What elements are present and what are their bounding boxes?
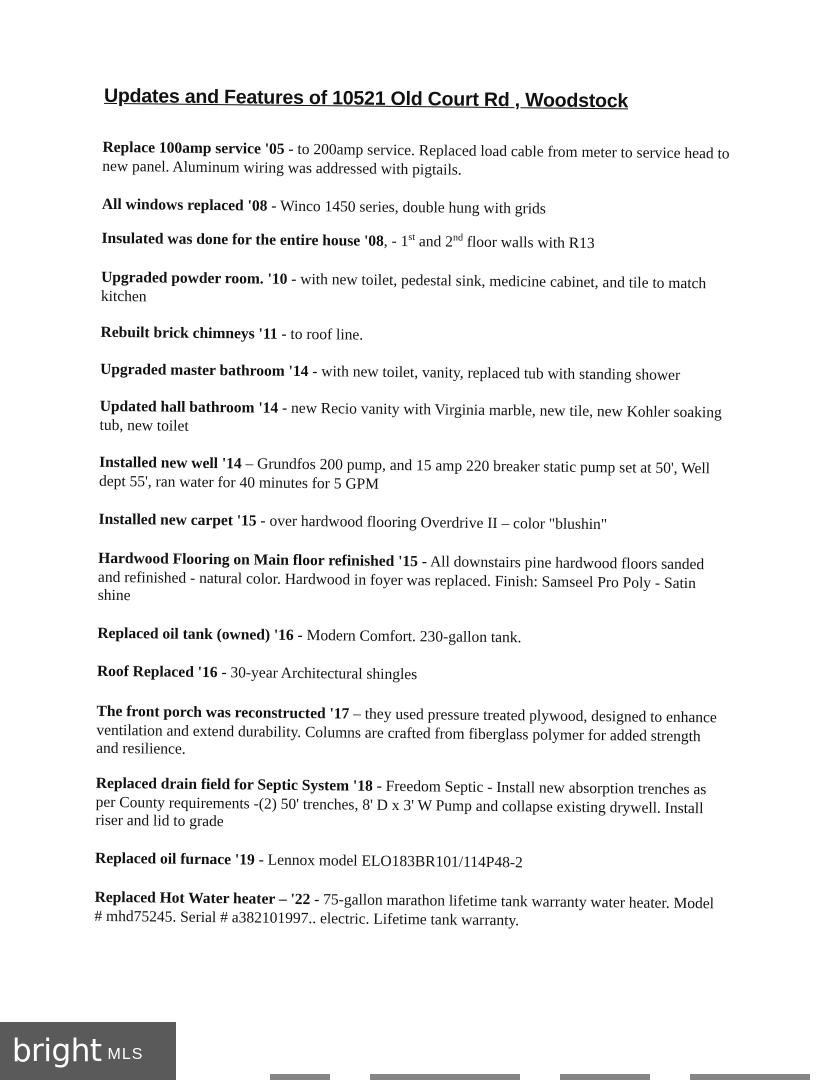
item-heading: Replaced oil furnace '19 - — [94, 849, 264, 869]
superscript-st: st — [408, 231, 416, 244]
item-heading: Roof Replaced '16 - — [96, 662, 227, 682]
update-item-furnace — [95, 850, 725, 875]
item-description: Lennox model ELO183BR101/114P48-2 — [263, 851, 523, 872]
item-description: new Recio vanity with Virginia marble, new tile, new Kohler soaking tub, new toilet — [99, 399, 722, 435]
item-description: , - 1 — [383, 232, 409, 251]
watermark-brand: bright — [12, 1033, 102, 1069]
item-heading: Installed new well '14 — [99, 453, 242, 473]
item-heading: Replaced oil tank (owned) '16 - — [97, 624, 303, 645]
item-heading: Installed new carpet '15 - — [98, 510, 266, 530]
update-item-hall-bath — [99, 398, 729, 442]
update-item-oil-tank — [97, 625, 727, 650]
update-item-windows — [102, 196, 732, 221]
scan-artifact — [370, 1074, 520, 1080]
item-description: – they used pressure treated plywood, designed to enhance ventilation and extend durability. Columns are crafted from fiberglass polymer for added strength and resilience. — [96, 705, 717, 758]
bright-mls-watermark — [0, 1022, 176, 1080]
item-description: and 2 — [414, 233, 454, 251]
item-description: floor walls with R13 — [462, 233, 595, 253]
update-item-powder-room — [101, 269, 731, 313]
item-description: All downstairs pine hardwood floors sanded and refinished - natural color. Hardwood in foyer was replaced. Finish: Samseel Pro Poly - Satin shine — [97, 553, 705, 605]
update-item-master-bath — [100, 361, 730, 386]
scan-artifact — [560, 1074, 650, 1080]
item-heading: Replaced drain field for Septic System '18 - — [95, 774, 382, 795]
item-heading: All windows replaced '08 - — [101, 195, 277, 215]
item-description: with new toilet, pedestal sink, medicine cabinet, and tile to match kitchen — [100, 270, 707, 305]
update-item-well — [99, 454, 729, 498]
item-description: to roof line. — [286, 325, 364, 344]
watermark-mls: MLS — [107, 1046, 144, 1063]
item-heading: Replaced Hot Water heater – '22 - — [94, 888, 320, 909]
item-description: Freedom Septic - Install new absorption trenches as per County requirements -(2) 50' trenches, 8' D x 3' W Pump and collapse existing drywell. Install riser and lid to grade — [95, 777, 707, 831]
item-heading: Updated hall bathroom '14 - — [99, 397, 288, 417]
update-item-chimneys — [100, 324, 730, 349]
item-heading: Rebuilt brick chimneys '11 - — [100, 323, 287, 343]
item-description: with new toilet, vanity, replaced tub with standing shower — [317, 363, 681, 384]
update-item-roof — [97, 663, 727, 688]
item-heading: The front porch was reconstructed '17 — [96, 702, 350, 723]
item-description: 30-year Architectural shingles — [226, 664, 418, 684]
update-item-porch — [96, 703, 727, 765]
item-heading: Replace 100amp service '05 - — [102, 138, 294, 158]
document-title: Updates and Features of 10521 Old Court Rd , Woodstock — [103, 84, 629, 113]
scan-artifact — [690, 1074, 810, 1080]
item-heading: Upgraded powder room. '10 - — [101, 268, 297, 288]
item-heading: Upgraded master bathroom '14 - — [100, 360, 318, 381]
item-heading: Insulated was done for the entire house '08 — [101, 229, 384, 250]
update-item-septic — [95, 775, 726, 837]
item-description: over hardwood flooring Overdrive II – color "blushin" — [265, 512, 608, 534]
update-item-insulation — [101, 230, 731, 255]
item-description: Modern Comfort. 230-gallon tank. — [302, 627, 522, 647]
update-item-hardwood — [98, 550, 729, 612]
item-heading: Hardwood Flooring on Main floor refinished '15 - — [98, 549, 428, 571]
item-description: – Grundfos 200 pump, and 15 amp 220 breaker static pump set at 50', Well dept 55', ran water for 40 minutes for 5 GPM — [98, 455, 711, 493]
item-description: Winco 1450 series, double hung with grids — [276, 197, 546, 218]
item-description: 75-gallon marathon lifetime tank warranty water heater. Model # mhd75245. Serial # a382101997.. electric. Lifetime tank warranty. — [94, 891, 715, 929]
superscript-nd: nd — [452, 232, 464, 244]
scan-artifact — [270, 1074, 330, 1080]
update-item-water-heater — [94, 889, 724, 933]
update-item-carpet — [98, 511, 728, 536]
item-description: to 200amp service. Replaced load cable from meter to service head to new panel. Aluminum wiring was addressed with pigtails. — [102, 140, 730, 179]
update-item-electrical — [102, 139, 732, 183]
